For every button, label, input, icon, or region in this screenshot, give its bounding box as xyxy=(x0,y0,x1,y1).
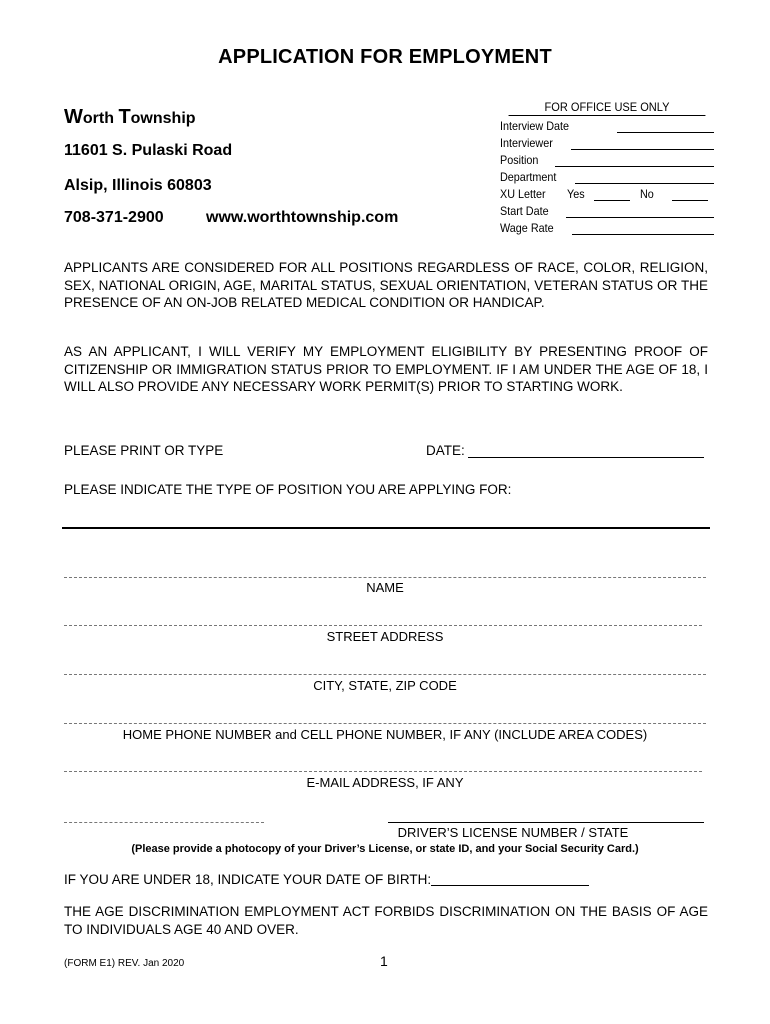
license-field-left[interactable] xyxy=(64,822,264,823)
org-street: 11601 S. Pulaski Road xyxy=(64,142,233,159)
equal-opportunity-notice: APPLICANTS ARE CONSIDERED FOR ALL POSITIONS REGARDLESS OF RACE, COLOR, RELIGION, SEX, NATIONAL ORIGIN, AGE, MARITAL STATUS, SEXUAL ORIENTATION, VETERAN STATUS OR THE PRESENCE OF AN ON-JOB RELATED MEDICAL CONDITION OR HANDICAP. xyxy=(64,260,708,310)
street-label: STREET ADDRESS xyxy=(326,629,444,644)
date-field[interactable] xyxy=(468,457,704,458)
name-field[interactable] xyxy=(64,577,706,578)
age-discrimination-notice: THE AGE DISCRIMINATION EMPLOYMENT ACT FORBIDS DISCRIMINATION ON THE BASIS OF AGE TO INDIVIDUALS AGE 40 AND OVER. xyxy=(64,904,708,937)
email-label: E-MAIL ADDRESS, IF ANY xyxy=(306,775,464,790)
position-field[interactable] xyxy=(62,527,710,529)
city-field[interactable] xyxy=(64,674,706,675)
office-row-department xyxy=(500,167,714,184)
date-label: DATE: xyxy=(426,443,465,458)
interview-date-label: Interview Date xyxy=(500,119,570,133)
xu-no-label: No xyxy=(640,187,655,201)
interview-date-field[interactable] xyxy=(617,120,714,133)
org-phone: 708-371-2900 xyxy=(64,209,164,226)
interviewer-label: Interviewer xyxy=(500,136,553,150)
license-label: DRIVER’S LICENSE NUMBER / STATE xyxy=(397,825,629,840)
start-date-field[interactable] xyxy=(566,205,714,218)
name-label: NAME xyxy=(366,580,404,595)
page-title: APPLICATION FOR EMPLOYMENT xyxy=(218,46,552,68)
org-name-cap-1: W xyxy=(64,106,83,128)
xu-letter-label: XU Letter xyxy=(500,187,546,201)
interviewer-field[interactable] xyxy=(571,137,714,150)
wage-rate-field[interactable] xyxy=(572,222,714,235)
xu-no-field[interactable] xyxy=(672,188,708,201)
page-number: 1 xyxy=(380,953,388,969)
phone-field[interactable] xyxy=(64,723,706,724)
xu-yes-field[interactable] xyxy=(594,188,630,201)
department-label: Department xyxy=(500,170,557,184)
office-use-heading: FOR OFFICE USE ONLY xyxy=(509,100,706,116)
office-row-interviewer xyxy=(500,133,714,150)
office-use-section xyxy=(500,100,714,235)
street-field[interactable] xyxy=(64,625,702,626)
start-date-label: Start Date xyxy=(500,204,549,218)
license-field[interactable] xyxy=(388,822,704,823)
xu-yes-label: Yes xyxy=(566,187,585,201)
org-name-part-1: orth xyxy=(82,110,119,127)
org-name-part-2: ownship xyxy=(130,110,196,127)
org-name-cap-2: T xyxy=(118,106,131,128)
eligibility-notice: AS AN APPLICANT, I WILL VERIFY MY EMPLOYMENT ELIGIBILITY BY PRESENTING PROOF OF CITIZENSHIP OR IMMIGRATION STATUS PRIOR TO EMPLOYMENT. IF I AM UNDER THE AGE OF 18, I WILL ALSO PROVIDE ANY NECESSARY WORK PERMIT(S) PRIOR TO STARTING WORK. xyxy=(64,344,708,394)
position-prompt: PLEASE INDICATE THE TYPE OF POSITION YOU ARE APPLYING FOR: xyxy=(64,482,512,497)
department-field[interactable] xyxy=(575,171,714,184)
org-city: Alsip, Illinois 60803 xyxy=(64,177,212,194)
dob-field[interactable] xyxy=(431,885,589,886)
office-row-start-date xyxy=(500,201,714,218)
email-field[interactable] xyxy=(64,771,702,772)
office-row-wage-rate xyxy=(500,218,714,235)
position-office-field[interactable] xyxy=(555,154,714,167)
print-or-type-label: PLEASE PRINT OR TYPE xyxy=(64,443,224,458)
org-name xyxy=(64,106,196,129)
city-label: CITY, STATE, ZIP CODE xyxy=(313,678,457,693)
office-row-interview-date xyxy=(500,116,714,133)
phone-label: HOME PHONE NUMBER and CELL PHONE NUMBER, IF ANY (INCLUDE AREA CODES) xyxy=(122,727,648,742)
wage-rate-label: Wage Rate xyxy=(500,221,554,235)
org-website: www.worthtownship.com xyxy=(206,209,399,226)
office-row-xu-letter xyxy=(500,184,714,201)
form-id: (FORM E1) REV. Jan 2020 xyxy=(64,958,185,969)
position-office-label: Position xyxy=(500,153,539,167)
office-row-position xyxy=(500,150,714,167)
license-note: (Please provide a photocopy of your Driver’s License, or state ID, and your Social Security Card.) xyxy=(131,843,639,855)
dob-label: IF YOU ARE UNDER 18, INDICATE YOUR DATE OF BIRTH: xyxy=(64,872,432,887)
